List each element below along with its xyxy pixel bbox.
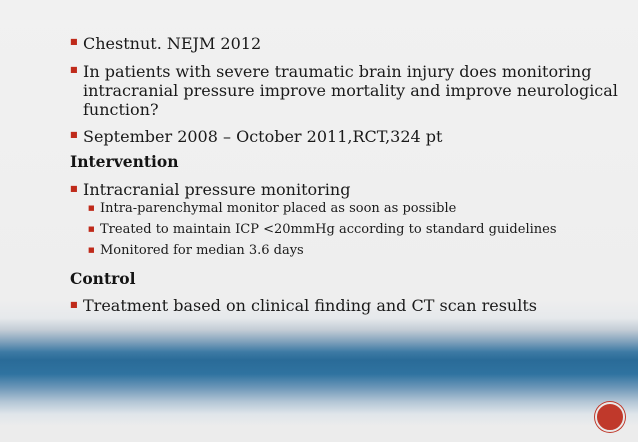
bullet-icon: ■ [70, 300, 78, 309]
sub-bullet-icon: ■ [88, 204, 95, 212]
sub-bullet-median-duration: Monitored for median 3.6 days [100, 243, 304, 258]
bullet-icon: ■ [70, 184, 78, 193]
bullet-question-line-2: intracranial pressure improve mortality and improve neurological [83, 81, 618, 100]
bullet-question-line-3: function? [83, 100, 159, 119]
bullet-study-period: September 2008 – October 2011,RCT,324 pt [83, 127, 443, 146]
section-heading-control: Control [70, 269, 136, 288]
bullet-icon: ■ [70, 65, 78, 74]
section-heading-intervention: Intervention [70, 152, 179, 171]
sub-bullet-icon: ■ [88, 225, 95, 233]
bullet-control-treatment: Treatment based on clinical finding and CT scan results [83, 296, 537, 315]
bullet-icon: ■ [70, 130, 78, 139]
sub-bullet-icon: ■ [88, 246, 95, 254]
bullet-icp-monitoring: Intracranial pressure monitoring [83, 180, 351, 199]
page-marker-icon [595, 402, 625, 432]
bullet-citation: Chestnut. NEJM 2012 [83, 34, 262, 53]
sub-bullet-icp-target: Treated to maintain ICP <20mmHg according to standard guidelines [100, 222, 557, 237]
sub-bullet-monitor-placement: Intra-parenchymal monitor placed as soon as possible [100, 201, 457, 216]
bullet-icon: ■ [70, 37, 78, 46]
bullet-question-line-1: In patients with severe traumatic brain injury does monitoring [83, 62, 592, 81]
